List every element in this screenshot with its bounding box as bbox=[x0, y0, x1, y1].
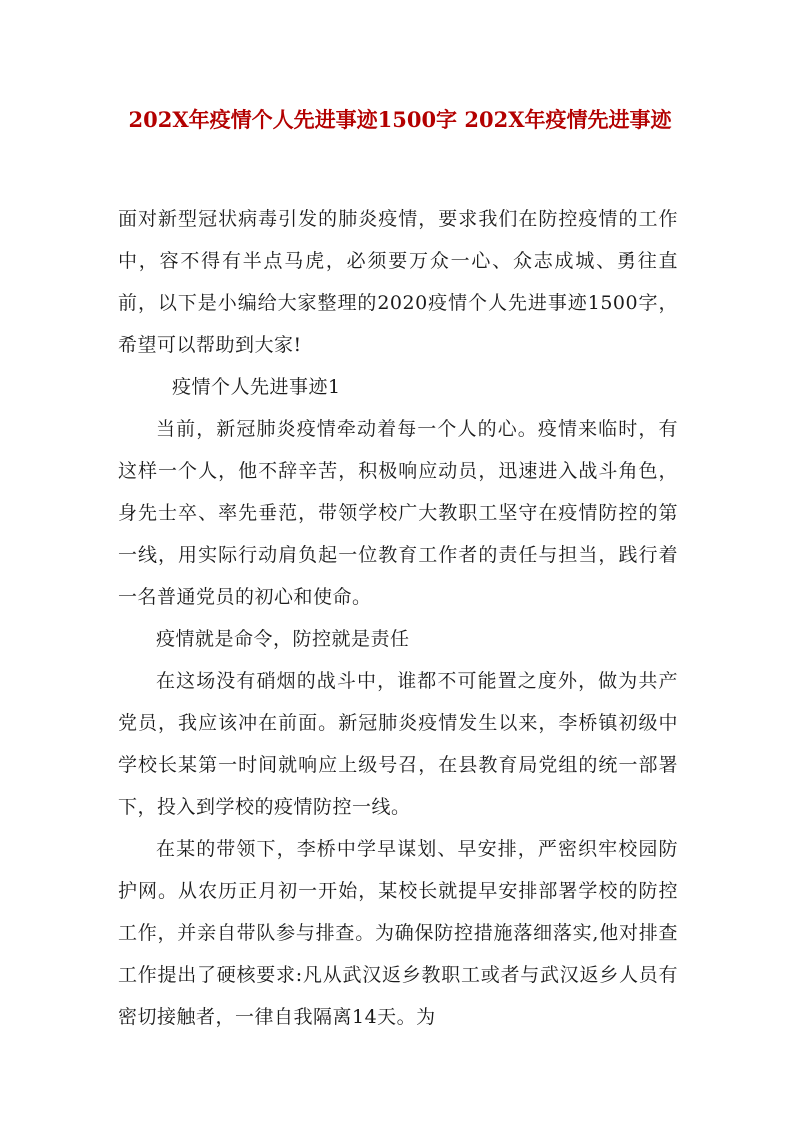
body-paragraph: 在某的带领下，李桥中学早谋划、早安排，严密织牢校园防护网。从农历正月初一开始，某校长就提早安排部署学校的防控工作，并亲自带队参与排查。为确保防控措施落细落实,他对排查工作提出了硬核要求:凡从武汉返乡教职工或者与武汉返乡人员有密切接触者，一律自我隔离14天。为 bbox=[118, 838, 678, 1028]
body-paragraph: 当前，新冠肺炎疫情牵动着每一个人的心。疫情来临时，有这样一个人，他不辞辛苦，积极响应动员，迅速进入战斗角色，身先士卒、率先垂范，带领学校广大教职工坚守在疫情防控的第一线，用实际行动肩负起一位教育工作者的责任与担当，践行着一名普通党员的初心和使命。 bbox=[118, 418, 678, 608]
intro-paragraph: 面对新型冠状病毒引发的肺炎疫情，要求我们在防控疫情的工作中，容不得有半点马虎，必须要万众一心、众志成城、勇往直前，以下是小编给大家整理的2020疫情个人先进事迹1500字，希望可以帮助到大家! bbox=[118, 208, 678, 356]
document-title: 202X年疫情个人先进事迹1500字 202X年疫情先进事迹 bbox=[128, 107, 672, 132]
body-paragraph: 在这场没有硝烟的战斗中，谁都不可能置之度外，做为共产党员，我应该冲在前面。新冠肺炎疫情发生以来，李桥镇初级中学校长某第一时间就响应上级号召，在县教育局党组的统一部署下，投入到学校的疫情防控一线。 bbox=[118, 670, 678, 818]
subsection-heading: 疫情就是命令，防控就是责任 bbox=[156, 628, 410, 650]
section-heading: 疫情个人先进事迹1 bbox=[172, 376, 341, 398]
document-body bbox=[118, 198, 678, 1038]
